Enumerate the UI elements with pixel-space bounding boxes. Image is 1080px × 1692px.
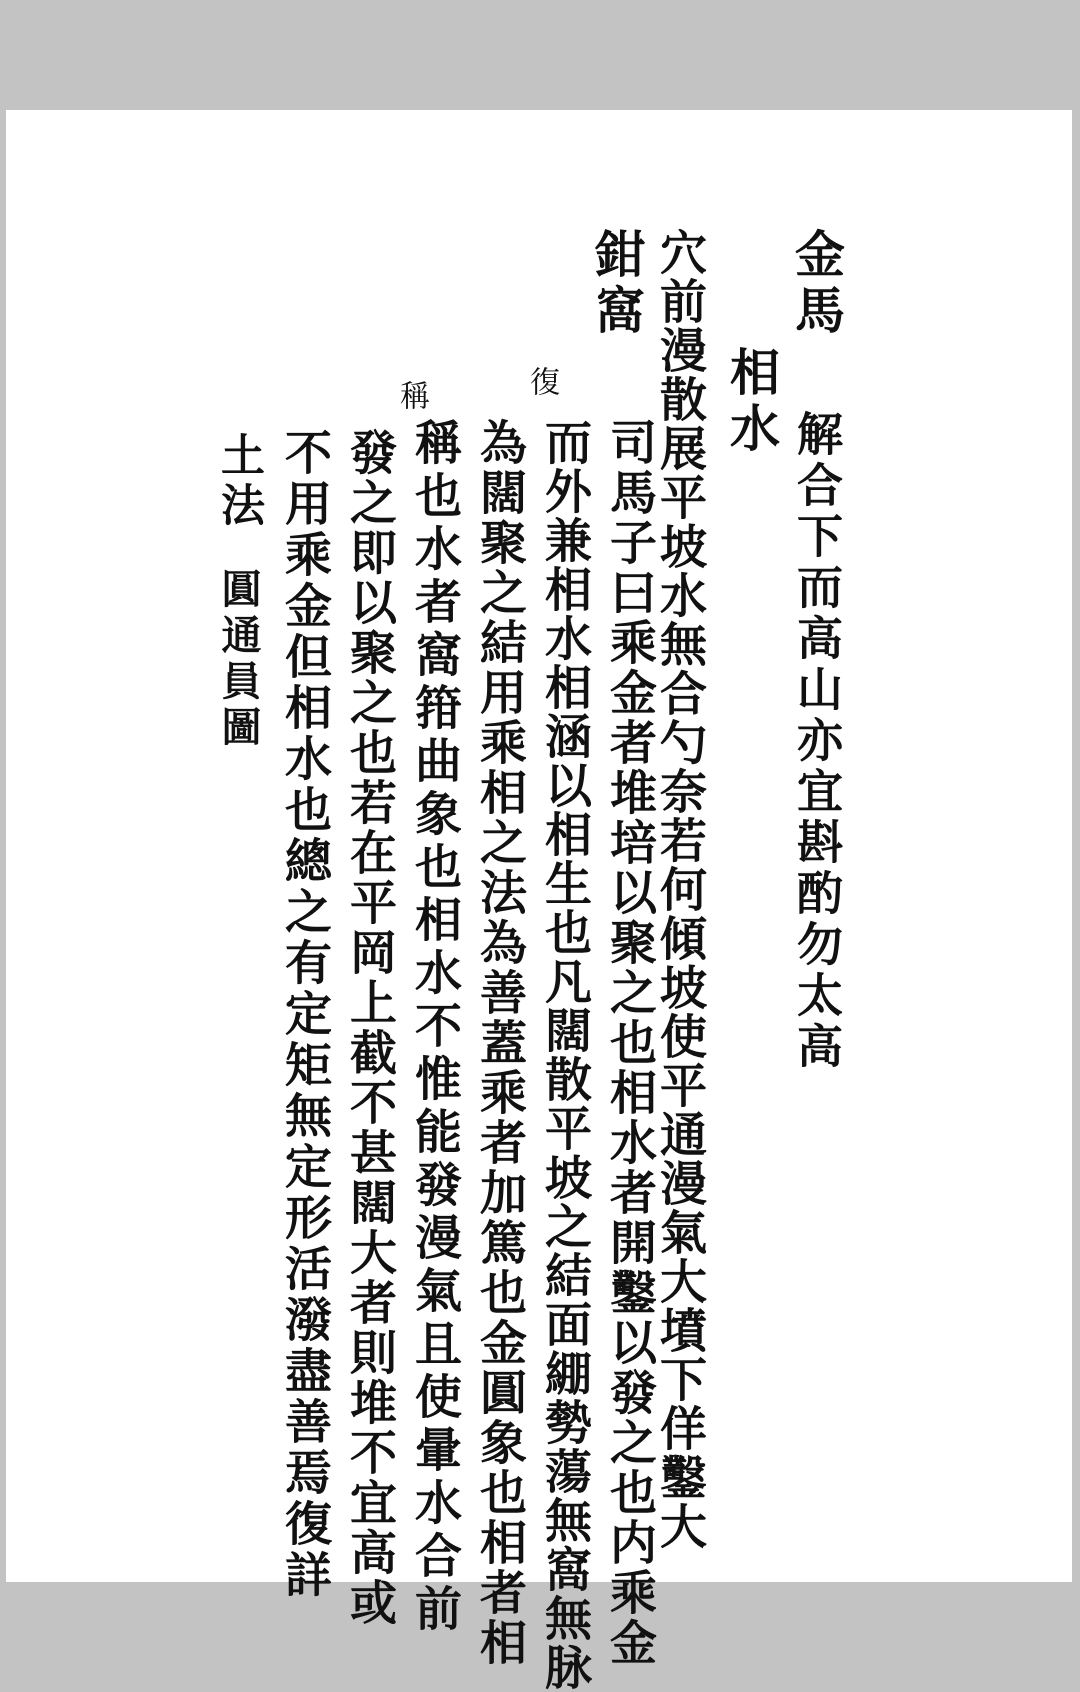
body-line-6: 不用乘金但相水也總之有定矩無定形活潑盡善焉復詳 <box>277 428 332 1601</box>
heading-xiangshui: 相水 <box>722 346 781 458</box>
body-line-1: 司馬子曰乘金者堆培以聚之也相水者開鑿以發之也内乘金 <box>602 418 657 1668</box>
body-line-2: 而外兼相水相涵以相生也凡闊散平坡之結面綳勢蕩無窩無脉 <box>537 418 592 1692</box>
body-line-3: 為闊聚之結用乘相之法為善蓋乘者加篤也金圓象也相者相 <box>472 418 527 1668</box>
annotation-cheng: 稱 <box>394 380 429 410</box>
annotation-fu: 復 <box>524 366 559 396</box>
body-line-5: 發之即以聚之也若在平岡上截不甚闊大者則堆不宜高或 <box>342 428 397 1628</box>
sub-note: 解合下而高山亦宜斟酌勿太高 <box>790 410 844 1073</box>
col-yuantong: 圓通員圖 <box>215 568 262 752</box>
document-page <box>6 110 1072 1692</box>
body-line-4: 稱也水者窩箝曲象也相水不惟能發漫氣且使暈水合前 <box>407 418 462 1637</box>
heading-qianwo: 鉗窩 <box>587 228 646 340</box>
heading-jinma: 金馬 <box>787 228 846 340</box>
col-tufa: 土法 <box>213 432 264 532</box>
col-xue: 穴前漫散展平坡水無合勺奈若何傾坡使平通漫氣大墳下佯鑿大 <box>652 228 707 1551</box>
